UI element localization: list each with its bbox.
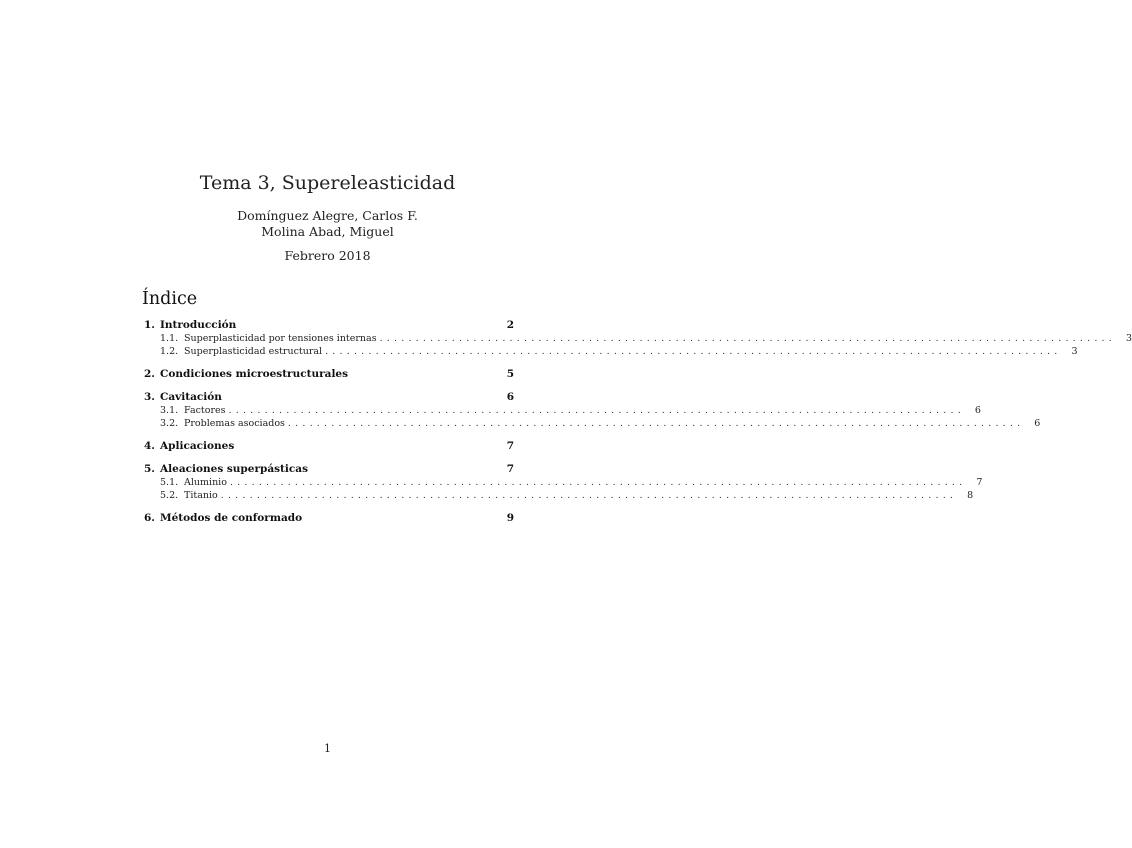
toc-subsection-page: 8 <box>967 490 974 501</box>
toc-section-number: 3. <box>144 391 155 403</box>
toc-section-label: Aplicaciones <box>160 440 235 452</box>
toc-subsection-number: 3.1. <box>160 405 179 416</box>
toc-subsection-number: 1.1. <box>160 333 179 344</box>
toc-subsection-problemas[interactable] <box>144 417 1041 430</box>
toc-dot-leader: ...................................................................................................... <box>229 477 967 488</box>
toc-section-label: Condiciones microestructurales <box>160 368 349 380</box>
toc-section-number: 5. <box>144 463 155 475</box>
toc-subsection-number: 5.1. <box>160 477 179 488</box>
toc-section-number: 2. <box>144 368 155 380</box>
toc-section-number: 6. <box>144 512 155 524</box>
toc-dot-leader: ...................................................................................................... <box>228 405 965 416</box>
toc-dot-leader: ...................................................................................................... <box>287 418 1025 429</box>
toc-subsection-aluminio[interactable] <box>144 476 983 489</box>
toc-subsection-label: Superplasticidad estructural <box>184 346 323 357</box>
toc-heading: Índice <box>142 289 198 309</box>
toc-subsection-label: Superplasticidad por tensiones internas <box>184 333 377 344</box>
toc-section-page: 6 <box>506 391 514 403</box>
toc-subsection-page: 6 <box>974 405 981 416</box>
author-name: Domínguez Alegre, Carlos F. <box>237 208 418 223</box>
toc-subsection-titanio[interactable] <box>144 489 974 502</box>
toc-subsection-factores[interactable] <box>144 404 981 417</box>
toc-dot-leader: ...................................................................................................... <box>220 490 958 501</box>
toc-subsection-label: Problemas asociados <box>184 418 285 429</box>
toc-section-introduccion[interactable] <box>144 318 514 332</box>
toc-section-metodos[interactable] <box>144 511 514 525</box>
toc-subsection-page: 3 <box>1125 333 1132 344</box>
toc-dot-leader: ...................................................................................................... <box>325 346 1062 357</box>
toc-section-number: 1. <box>144 319 155 331</box>
document-title: Tema 3, Supereleasticidad <box>199 172 456 194</box>
toc-section-label: Métodos de conformado <box>160 512 303 524</box>
toc-subsection-tensiones-internas[interactable] <box>144 332 1132 345</box>
toc-subsection-estructural[interactable] <box>144 345 1078 358</box>
document-date: Febrero 2018 <box>284 248 371 263</box>
author-list <box>0 208 655 239</box>
toc-subsection-page: 6 <box>1034 418 1041 429</box>
toc-section-page: 9 <box>506 512 514 524</box>
toc-section-label: Aleaciones superpásticas <box>160 463 308 475</box>
toc-section-page: 7 <box>506 440 514 452</box>
toc-subsection-label: Factores <box>184 405 226 416</box>
author-name: Molina Abad, Miguel <box>261 223 394 239</box>
toc-section-page: 2 <box>506 319 514 331</box>
toc-subsection-number: 3.2. <box>160 418 179 429</box>
toc-section-condiciones[interactable] <box>144 367 514 381</box>
toc-section-aplicaciones[interactable] <box>144 439 514 453</box>
toc-section-page: 5 <box>506 368 514 380</box>
toc-dot-leader: ...................................................................................................... <box>379 333 1116 344</box>
table-of-contents <box>144 318 1132 525</box>
toc-subsection-number: 5.2. <box>160 490 179 501</box>
toc-subsection-label: Aluminio <box>184 477 227 488</box>
toc-section-number: 4. <box>144 440 155 452</box>
page-number: 1 <box>324 742 331 755</box>
toc-section-label: Introducción <box>160 319 237 331</box>
toc-section-page: 7 <box>506 463 514 475</box>
toc-subsection-label: Titanio <box>184 490 218 501</box>
toc-subsection-page: 7 <box>976 477 983 488</box>
toc-subsection-number: 1.2. <box>160 346 179 357</box>
toc-section-aleaciones[interactable] <box>144 462 514 476</box>
toc-section-label: Cavitación <box>160 391 222 403</box>
toc-section-cavitacion[interactable] <box>144 390 514 404</box>
toc-subsection-page: 3 <box>1071 346 1078 357</box>
